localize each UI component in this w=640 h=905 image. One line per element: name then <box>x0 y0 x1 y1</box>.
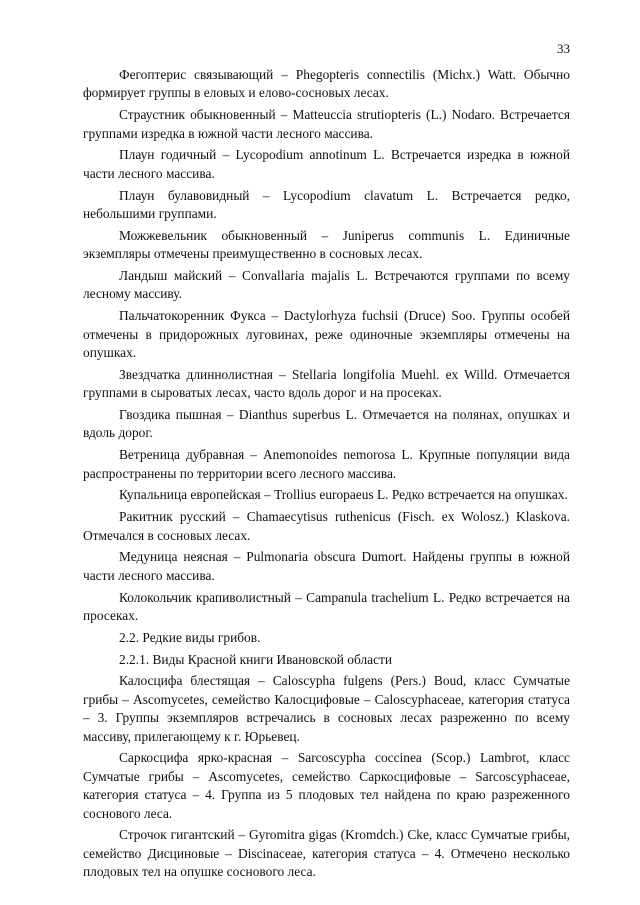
subsection-heading: 2.2.1. Виды Красной книги Ивановской области <box>119 651 393 667</box>
fungi-paragraph: Саркосцифа ярко-красная – Sarcoscypha coccinea (Scop.) Lambrot, класс Сумчатые грибы – Ascomycetes, семейство Саркосцифовые – Sarcoscyphaceae, категория статуса – 4. Группа из 5 плодовых тел найдена по краю разреженного соснового леса. <box>83 750 570 821</box>
plant-paragraph: Ветреница дубравная – Anemonoides nemorosa L. Крупные популяции вида распространены по территории всего лесного массива. <box>83 447 570 481</box>
plant-paragraph: Гвоздика пышная – Dianthus superbus L. Отмечается на полянах, опушках и вдоль дорог. <box>83 407 570 441</box>
fungi-paragraph: Строчок гигантский – Gyromitra gigas (Kromdch.) Cke, класс Сумчатые грибы, семейство Дисциновые – Discinaceae, категория статуса – 4. Отмечено несколько плодовых тел на опушке соснового леса. <box>83 827 570 880</box>
page-content <box>83 66 570 885</box>
plant-paragraph: Звездчатка длиннолистная – Stellaria longifolia Muehl. ex Willd. Отмечается группами в сыроватых лесах, часто вдоль дорог и на просеках. <box>83 366 570 401</box>
plant-paragraph: Купальница европейская – Trollius europaeus L. Редко встречается на опушках. <box>119 487 568 503</box>
plant-paragraph: Ландыш майский – Convallaria majalis L. Встречаются группами по всему лесному массиву. <box>83 268 570 302</box>
fungi-paragraph: Калосцифа блестящая – Caloscypha fulgens (Pers.) Boud, класс Сумчатые грибы – Ascomycetes, семейство Калосцифовые – Caloscyphaceae, категория статуса – 3. Группы экземпляров встречались в сосновых лесах разреженно по всему массиву, прилегающему к г. Юрьевец. <box>83 673 570 744</box>
plant-paragraph: Плаун годичный – Lycopodium annotinum L. Встречается изредка в южной части лесного массива. <box>83 147 570 181</box>
page-number: 33 <box>557 41 570 56</box>
plant-paragraph: Можжевельник обыкновенный – Juniperus communis L. Единичные экземпляры отмечены преимущественно в сосновых лесах. <box>83 227 570 262</box>
plant-paragraph: Страустник обыкновенный – Matteuccia strutiopteris (L.) Nodaro. Встречается группами изредка в южной части лесного массива. <box>83 107 570 141</box>
plant-paragraph: Колокольчик крапиволистный – Campanula trachelium L. Редко встречается на просеках. <box>83 589 570 624</box>
plant-paragraph: Пальчатокоренник Фукса – Dactylorhyza fuchsii (Druce) Soo. Группы особей отмечены в придорожных луговинах, реже одиночные экземпляры отмечены на опушках. <box>83 308 570 361</box>
plant-paragraph: Ракитник русский – Chamaecytisus ruthenicus (Fisch. ex Wolosz.) Klaskova. Отмечался в сосновых лесах. <box>83 509 570 543</box>
section-heading: 2.2. Редкие виды грибов. <box>119 629 261 645</box>
plant-paragraph: Плаун булавовидный – Lycopodium clavatum L. Встречается редко, небольшими группами. <box>83 187 570 222</box>
plant-paragraph: Медуница неясная – Pulmonaria obscura Dumort. Найдены группы в южной части лесного массива. <box>83 549 570 583</box>
plant-paragraph: Фегоптерис связывающий – Phegopteris connectilis (Michx.) Watt. Обычно формирует группы в еловых и елово-сосновых лесах. <box>83 67 570 101</box>
